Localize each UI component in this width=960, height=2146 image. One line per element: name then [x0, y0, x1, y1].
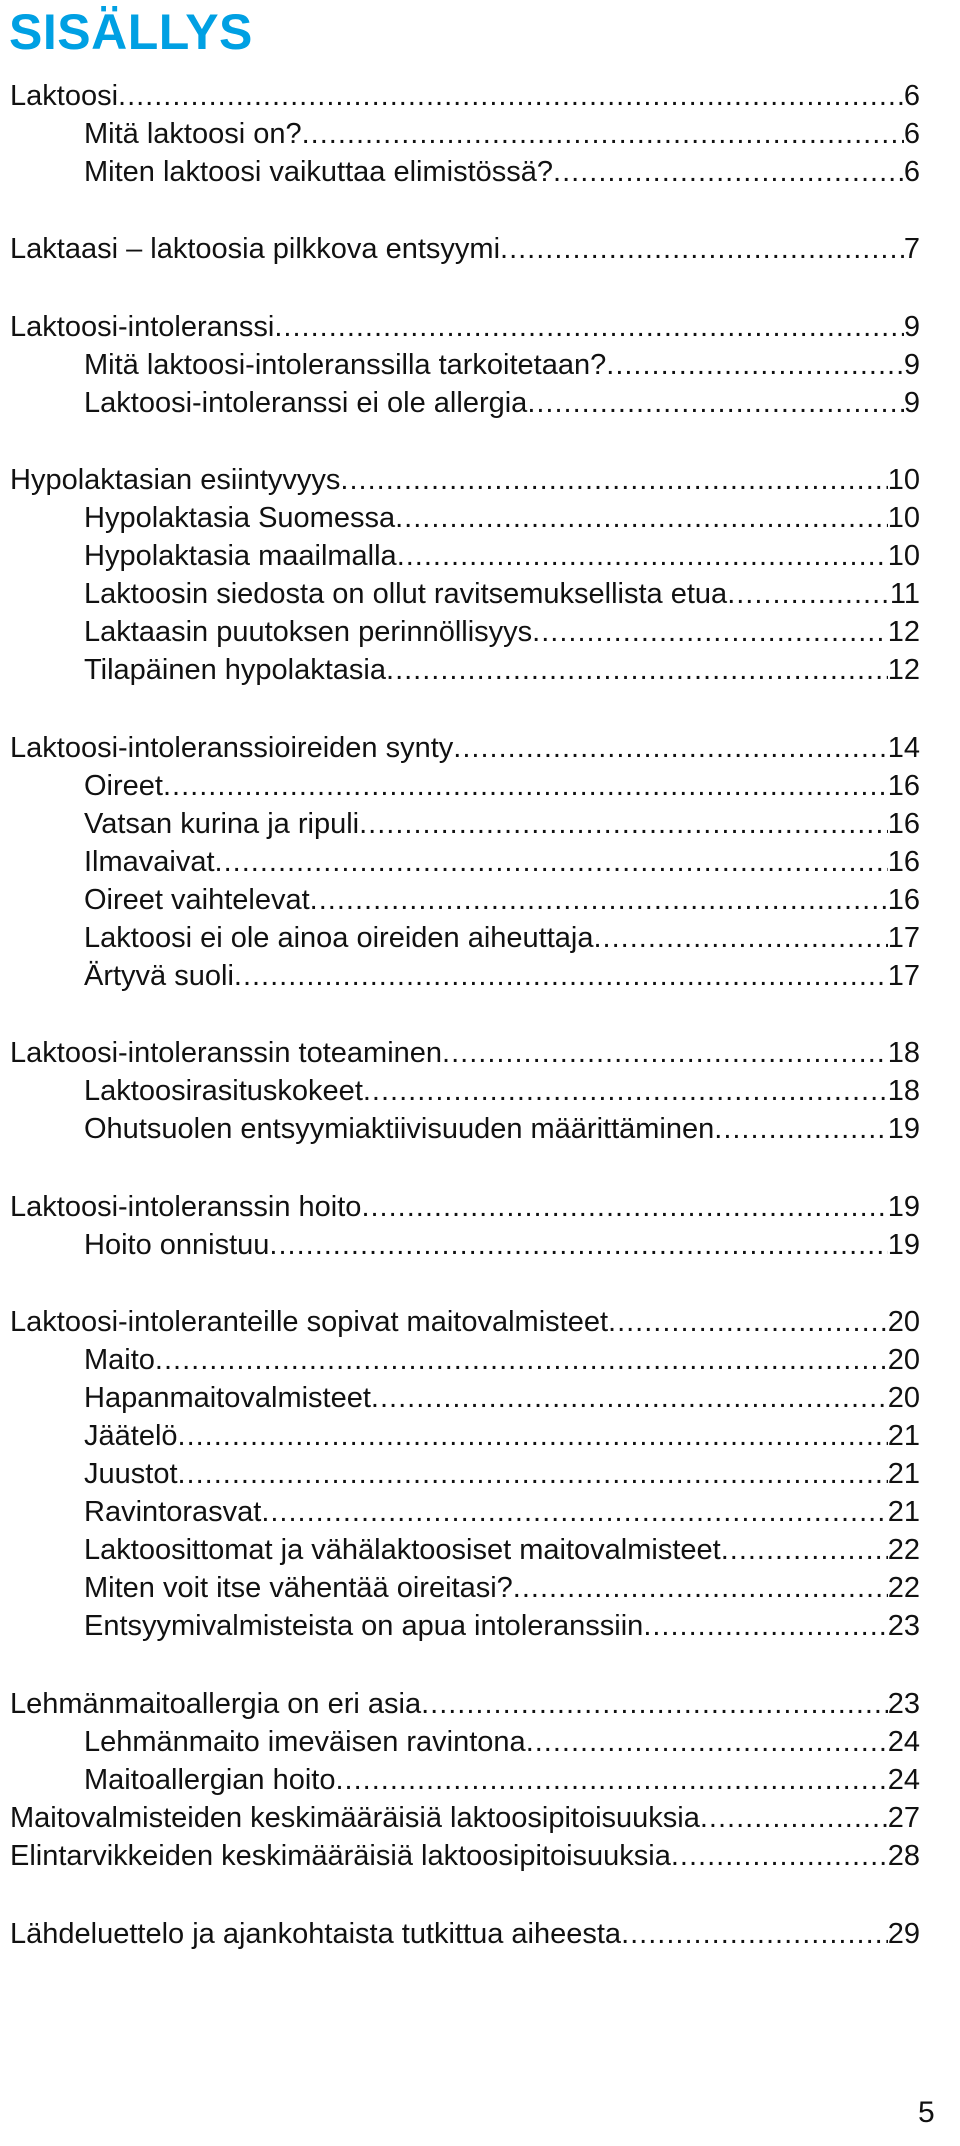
toc-entry-label: Ilmavaivat: [84, 846, 215, 878]
toc-entry-label: Ohutsuolen entsyymiaktiivisuuden määrittäminen: [84, 1113, 715, 1145]
toc-dot-leader: [361, 1188, 887, 1226]
toc-entry-label: Lehmänmaito imeväisen ravintona: [84, 1726, 526, 1758]
toc-entry-label: Maito: [84, 1344, 155, 1376]
toc-entry[interactable]: [84, 346, 920, 384]
toc-dot-leader: [335, 1761, 887, 1799]
toc-entry-label: Oireet vaihtelevat: [84, 884, 310, 916]
toc-entry[interactable]: [84, 1455, 920, 1493]
toc-dot-leader: [215, 843, 888, 881]
toc-dot-leader: [643, 1607, 887, 1645]
toc-dot-leader: [178, 1455, 888, 1493]
toc-entry-page: 17: [887, 922, 920, 954]
toc-dot-leader: [714, 1110, 887, 1148]
toc-entry-label: Maitoallergian hoito: [84, 1764, 336, 1796]
toc-entry[interactable]: [84, 805, 920, 843]
toc-entry-label: Laktaasin puutoksen perinnöllisyys: [84, 616, 533, 648]
toc-entry-page: 21: [887, 1420, 920, 1452]
page-number: 5: [918, 2096, 935, 2129]
toc-entry-page: 22: [887, 1534, 920, 1566]
toc-dot-leader: [608, 1303, 888, 1341]
toc-dot-leader: [395, 499, 888, 537]
toc-dot-leader: [397, 537, 888, 575]
toc-entry[interactable]: [84, 384, 920, 422]
toc-entry[interactable]: [84, 1607, 920, 1645]
toc-dot-leader: [371, 1379, 888, 1417]
toc-entry-label: Hypolaktasian esiintyvyys: [10, 464, 341, 496]
toc-entry[interactable]: [84, 613, 920, 651]
toc-entry-label: Laktoosi-intoleranssioireiden synty: [10, 732, 454, 764]
toc-entry[interactable]: [84, 1110, 920, 1148]
toc-entry-page: 16: [887, 770, 920, 802]
toc-entry-label: Jäätelö: [84, 1420, 178, 1452]
toc-entry-label: Hapanmaitovalmisteet: [84, 1382, 371, 1414]
toc-entry[interactable]: [84, 499, 920, 537]
toc-entry-label: Hypolaktasia maailmalla: [84, 540, 397, 572]
toc-entry-page: 9: [903, 349, 920, 381]
toc-entry-label: Oireet: [84, 770, 163, 802]
toc-entry-label: Tilapäinen hypolaktasia: [84, 654, 387, 686]
toc-entry[interactable]: [10, 77, 920, 115]
toc-dot-leader: [118, 77, 904, 115]
toc-entry[interactable]: [84, 575, 920, 613]
toc-entry-page: 24: [887, 1764, 920, 1796]
toc-entry-page: 21: [887, 1496, 920, 1528]
toc-entry[interactable]: [84, 1379, 920, 1417]
toc-entry-label: Lähdeluettelo ja ajankohtaista tutkittua aiheesta: [10, 1918, 622, 1950]
toc-entry-page: 11: [889, 578, 920, 610]
toc-entry-label: Hoito onnistuu: [84, 1229, 270, 1261]
toc-entry[interactable]: [84, 115, 920, 153]
toc-entry[interactable]: [84, 651, 920, 689]
toc-entry-label: Vatsan kurina ja ripuli: [84, 808, 360, 840]
toc-entry[interactable]: [84, 1072, 920, 1110]
toc-entry-label: Lehmänmaitoallergia on eri asia: [10, 1688, 422, 1720]
toc-dot-leader: [234, 957, 888, 995]
toc-entry-label: Ärtyvä suoli: [84, 960, 234, 992]
toc-entry-page: 12: [887, 616, 920, 648]
toc-entry[interactable]: [10, 1303, 920, 1341]
toc-entry[interactable]: [84, 1493, 920, 1531]
toc-dot-leader: [700, 1799, 888, 1837]
toc-entry-page: 20: [887, 1344, 920, 1376]
toc-entry-page: 20: [887, 1306, 920, 1338]
toc-dot-leader: [527, 384, 904, 422]
toc-entry-page: 10: [887, 502, 920, 534]
toc-entry-page: 22: [887, 1572, 920, 1604]
toc-dot-leader: [386, 651, 888, 689]
toc-entry-label: Hypolaktasia Suomessa: [84, 502, 396, 534]
toc-entry-label: Laktoosirasituskokeet: [84, 1075, 363, 1107]
toc-entry[interactable]: [10, 1915, 920, 1953]
toc-dot-leader: [274, 308, 904, 346]
toc-dot-leader: [721, 1531, 888, 1569]
toc-entry[interactable]: [84, 153, 920, 191]
toc-entry[interactable]: [84, 537, 920, 575]
toc-entry-label: Mitä laktoosi on?: [84, 118, 302, 150]
toc-entry[interactable]: [10, 1837, 920, 1875]
toc-dot-leader: [421, 1685, 888, 1723]
toc-dot-leader: [359, 805, 888, 843]
toc-entry-label: Ravintorasvat: [84, 1496, 262, 1528]
toc-dot-leader: [363, 1072, 888, 1110]
toc-entry-label: Miten laktoosi vaikuttaa elimistössä?: [84, 156, 554, 188]
toc-entry[interactable]: [84, 881, 920, 919]
toc-entry-label: Laktoosi-intoleranssi: [10, 311, 275, 343]
toc-dot-leader: [261, 1493, 887, 1531]
toc-entry[interactable]: [84, 1226, 920, 1264]
toc-dot-leader: [727, 575, 890, 613]
toc-entry-label: Miten voit itse vähentää oireitasi?: [84, 1572, 513, 1604]
toc-dot-leader: [302, 115, 904, 153]
toc-entry-page: 7: [903, 233, 920, 265]
toc-dot-leader: [553, 153, 904, 191]
toc-entry-page: 24: [887, 1726, 920, 1758]
toc-entry-label: Entsyymivalmisteista on apua intoleranssiin: [84, 1610, 644, 1642]
toc-entry-page: 10: [887, 540, 920, 572]
toc-dot-leader: [532, 613, 888, 651]
toc-entry[interactable]: [84, 1723, 920, 1761]
toc-entry-page: 19: [887, 1191, 920, 1223]
toc-entry[interactable]: [10, 729, 920, 767]
toc-entry-label: Maitovalmisteiden keskimääräisiä laktoosipitoisuuksia: [10, 1802, 700, 1834]
page-title: SISÄLLYS: [9, 4, 253, 60]
toc-entry-label: Laktoosittomat ja vähälaktoosiset maitovalmisteet: [84, 1534, 721, 1566]
toc-entry-page: 28: [887, 1840, 920, 1872]
toc-entry-page: 6: [903, 118, 920, 150]
toc-dot-leader: [340, 461, 887, 499]
toc-entry-page: 18: [887, 1037, 920, 1069]
toc-entry[interactable]: [84, 1531, 920, 1569]
toc-entry-label: Laktaasi – laktoosia pilkkova entsyymi: [10, 233, 501, 265]
toc-entry[interactable]: [10, 461, 920, 499]
toc-dot-leader: [671, 1837, 888, 1875]
toc-dot-leader: [453, 729, 887, 767]
toc-entry-page: 12: [887, 654, 920, 686]
toc-entry[interactable]: [10, 308, 920, 346]
toc-entry-page: 18: [887, 1075, 920, 1107]
toc-entry-page: 16: [887, 884, 920, 916]
toc-entry[interactable]: [10, 1799, 920, 1837]
toc-entry-label: Laktoosi-intoleranteille sopivat maitovalmisteet: [10, 1306, 609, 1338]
toc-entry-page: 16: [887, 846, 920, 878]
toc-entry-page: 9: [903, 387, 920, 419]
toc-entry[interactable]: [10, 230, 920, 268]
toc-entry-label: Elintarvikkeiden keskimääräisiä laktoosipitoisuuksia: [10, 1840, 671, 1872]
toc-dot-leader: [269, 1226, 887, 1264]
toc-entry-label: Laktoosi-intoleranssin toteaminen: [10, 1037, 443, 1069]
toc-entry[interactable]: [84, 1761, 920, 1799]
toc-entry-page: 23: [887, 1688, 920, 1720]
toc-entry-label: Laktoosin siedosta on ollut ravitsemuksellista etua: [84, 578, 728, 610]
toc-dot-leader: [621, 1915, 888, 1953]
toc-entry[interactable]: [84, 1569, 920, 1607]
toc-entry-page: 14: [887, 732, 920, 764]
toc-entry-page: 19: [887, 1113, 920, 1145]
toc-entry-label: Laktoosi ei ole ainoa oireiden aiheuttaja: [84, 922, 594, 954]
toc-entry-page: 21: [887, 1458, 920, 1490]
toc-entry-page: 6: [903, 80, 920, 112]
toc-entry-page: 17: [887, 960, 920, 992]
toc-entry-page: 27: [887, 1802, 920, 1834]
toc-dot-leader: [593, 919, 887, 957]
toc-entry-page: 6: [903, 156, 920, 188]
toc-entry-label: Mitä laktoosi-intoleranssilla tarkoitetaan?: [84, 349, 607, 381]
toc-entry[interactable]: [10, 1188, 920, 1226]
toc-dot-leader: [163, 767, 888, 805]
toc-entry-label: Laktoosi-intoleranssi ei ole allergia: [84, 387, 528, 419]
toc-entry-label: Laktoosi-intoleranssin hoito: [10, 1191, 362, 1223]
toc-entry[interactable]: [10, 1685, 920, 1723]
toc-entry-label: Juustot: [84, 1458, 178, 1490]
toc-entry[interactable]: [84, 957, 920, 995]
toc-dot-leader: [155, 1341, 888, 1379]
toc-dot-leader: [606, 346, 904, 384]
toc-dot-leader: [442, 1034, 888, 1072]
toc-entry-page: 16: [887, 808, 920, 840]
toc-entry[interactable]: [84, 843, 920, 881]
toc-entry-page: 10: [887, 464, 920, 496]
toc-dot-leader: [526, 1723, 888, 1761]
toc-entry-page: 20: [887, 1382, 920, 1414]
toc-dot-leader: [500, 230, 904, 268]
toc-entry[interactable]: [84, 1417, 920, 1455]
toc-entry-page: 29: [887, 1918, 920, 1950]
toc-entry-page: 19: [887, 1229, 920, 1261]
toc-entry[interactable]: [84, 767, 920, 805]
toc-entry[interactable]: [84, 1341, 920, 1379]
toc-entry-page: 23: [887, 1610, 920, 1642]
toc-entry-page: 9: [903, 311, 920, 343]
toc-dot-leader: [178, 1417, 888, 1455]
toc-dot-leader: [310, 881, 888, 919]
toc-dot-leader: [513, 1569, 888, 1607]
toc-entry-label: Laktoosi: [10, 80, 119, 112]
toc-entry[interactable]: [10, 1034, 920, 1072]
toc-entry[interactable]: [84, 919, 920, 957]
